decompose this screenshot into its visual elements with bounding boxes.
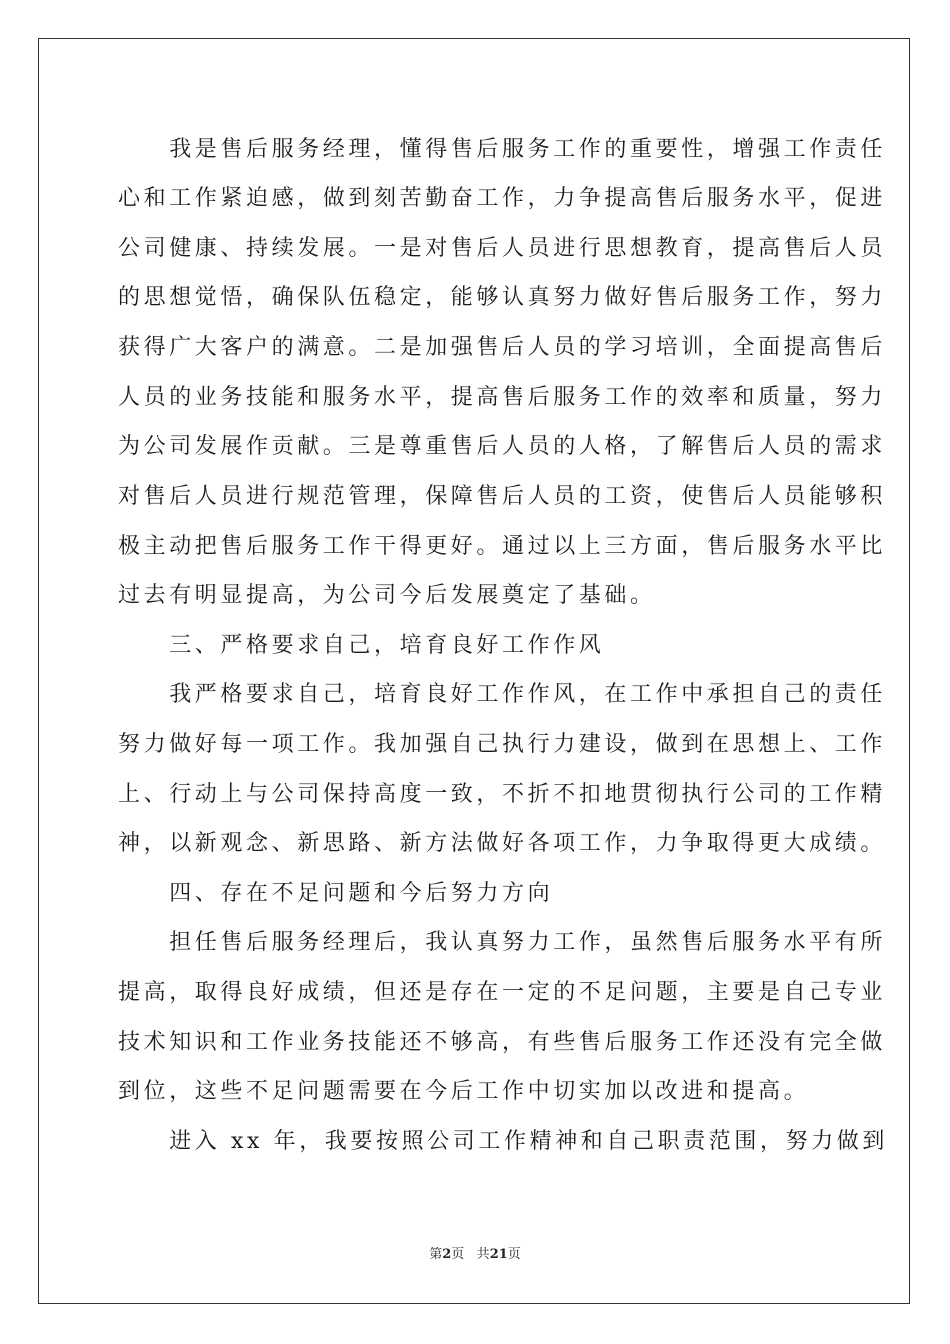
page-current: 2 <box>442 1247 452 1262</box>
text-line: 人员的业务技能和服务水平，提高售后服务工作的效率和质量，努力 <box>118 385 887 410</box>
text-line: 我严格要求自己，培育良好工作作风，在工作中承担自己的责任 <box>118 682 887 707</box>
text-line: 为公司发展作贡献。三是尊重售后人员的人格，了解售后人员的需求 <box>118 434 887 459</box>
text-line: 我是售后服务经理，懂得售后服务工作的重要性，增强工作责任 <box>118 137 887 162</box>
text-line: 极主动把售后服务工作干得更好。通过以上三方面，售后服务水平比 <box>118 534 887 559</box>
text-line: 技术知识和工作业务技能还不够高，有些售后服务工作还没有完全做 <box>118 1030 887 1055</box>
page-footer <box>0 1243 950 1262</box>
page-prefix: 第 <box>429 1247 443 1262</box>
page-suffix: 页 <box>451 1247 465 1262</box>
text-line: 公司健康、持续发展。一是对售后人员进行思想教育，提高售后人员 <box>118 236 887 261</box>
section-heading: 四、存在不足问题和今后努力方向 <box>118 881 554 906</box>
text-line: 心和工作紧迫感，做到刻苦勤奋工作，力争提高售后服务水平，促进 <box>118 186 887 211</box>
text-line: 进入 xx 年，我要按照公司工作精神和自己职责范围，努力做到 <box>118 1129 889 1154</box>
page-border <box>38 38 910 1304</box>
text-line: 努力做好每一项工作。我加强自己执行力建设，做到在思想上、工作 <box>118 732 887 757</box>
text-line: 上、行动上与公司保持高度一致，不折不扣地贯彻执行公司的工作精 <box>118 782 887 807</box>
text-line: 提高，取得良好成绩，但还是存在一定的不足问题，主要是自己专业 <box>118 980 887 1005</box>
text-line: 担任售后服务经理后，我认真努力工作，虽然售后服务水平有所 <box>118 930 887 955</box>
text-line: 到位，这些不足问题需要在今后工作中切实加以改进和提高。 <box>118 1079 810 1104</box>
page-total: 21 <box>489 1247 508 1262</box>
total-suffix: 页 <box>507 1247 521 1262</box>
text-line: 神，以新观念、新思路、新方法做好各项工作，力争取得更大成绩。 <box>118 831 887 856</box>
text-line: 对售后人员进行规范管理，保障售后人员的工资，使售后人员能够积 <box>118 484 887 509</box>
text-line: 过去有明显提高，为公司今后发展奠定了基础。 <box>118 583 656 608</box>
text-line: 的思想觉悟，确保队伍稳定，能够认真努力做好售后服务工作，努力 <box>118 285 887 310</box>
text-line: 获得广大客户的满意。二是加强售后人员的学习培训，全面提高售后 <box>118 335 887 360</box>
section-heading: 三、严格要求自己，培育良好工作作风 <box>118 633 605 658</box>
total-prefix: 共 <box>476 1247 490 1262</box>
